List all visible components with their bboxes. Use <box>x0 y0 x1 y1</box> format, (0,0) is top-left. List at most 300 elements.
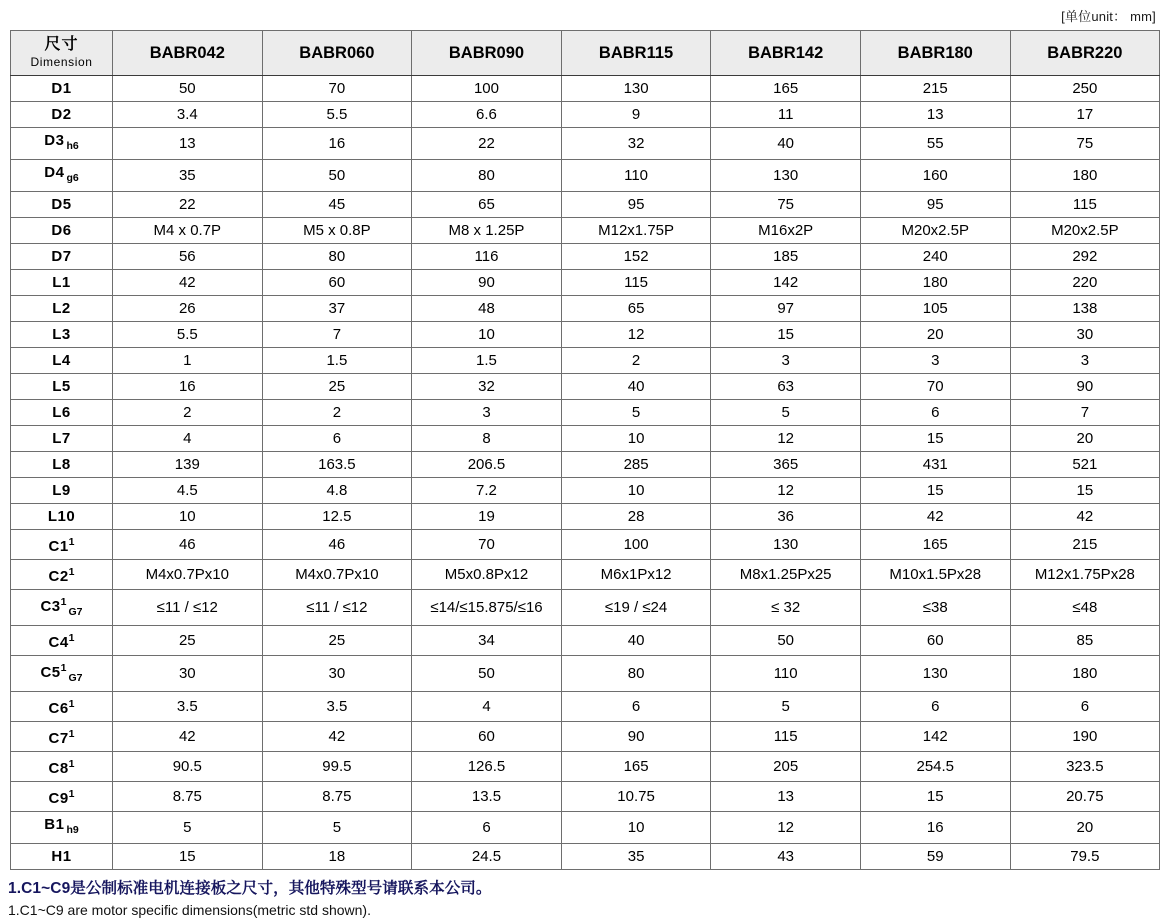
unit-note-bar <box>0 0 1170 30</box>
value-cell: 80 <box>262 244 412 270</box>
value-cell: 6 <box>1010 692 1160 722</box>
table-row <box>11 128 1160 160</box>
model-header-babr142: BABR142 <box>711 31 861 76</box>
dimension-label-cell <box>11 844 113 870</box>
value-cell: 43 <box>711 844 861 870</box>
model-header-babr115: BABR115 <box>561 31 711 76</box>
dimension-label-cell <box>11 244 113 270</box>
table-header <box>11 31 1160 76</box>
value-cell: 130 <box>561 76 711 102</box>
value-cell: 36 <box>711 504 861 530</box>
value-cell: 115 <box>1010 192 1160 218</box>
value-cell: 97 <box>711 296 861 322</box>
dimension-label-cell <box>11 530 113 560</box>
value-cell: 4.5 <box>113 478 263 504</box>
value-cell: 15 <box>860 782 1010 812</box>
dimension-header-cn: 尺寸 <box>44 36 79 54</box>
value-cell: 180 <box>1010 160 1160 192</box>
table-row <box>11 192 1160 218</box>
table-row <box>11 626 1160 656</box>
value-cell: 8 <box>412 426 562 452</box>
value-cell: 20 <box>860 322 1010 348</box>
value-cell: 20.75 <box>1010 782 1160 812</box>
footnotes <box>0 870 1170 920</box>
value-cell: 130 <box>711 530 861 560</box>
value-cell: 365 <box>711 452 861 478</box>
value-cell: M5x0.8Px12 <box>412 560 562 590</box>
value-cell: 254.5 <box>860 752 1010 782</box>
value-cell: 110 <box>561 160 711 192</box>
value-cell: 12 <box>711 478 861 504</box>
dimension-label: L4 <box>52 352 71 369</box>
table-row <box>11 782 1160 812</box>
value-cell: M4x0.7Px10 <box>113 560 263 590</box>
value-cell: 90 <box>412 270 562 296</box>
value-cell: 180 <box>1010 656 1160 692</box>
dimension-label: C3 <box>40 598 61 615</box>
value-cell: 25 <box>262 626 412 656</box>
value-cell: 13 <box>711 782 861 812</box>
dimension-label-cell <box>11 782 113 812</box>
dimension-label: D4 <box>44 164 65 181</box>
table-row <box>11 452 1160 478</box>
value-cell: 18 <box>262 844 412 870</box>
model-header-babr220: BABR220 <box>1010 31 1160 76</box>
value-cell: 60 <box>412 722 562 752</box>
value-cell: 10 <box>561 426 711 452</box>
dimension-superscript: 1 <box>68 566 75 578</box>
value-cell: M12x1.75P <box>561 218 711 244</box>
value-cell: 60 <box>262 270 412 296</box>
dimension-label-cell <box>11 374 113 400</box>
value-cell: ≤11 / ≤12 <box>113 590 263 626</box>
value-cell: 215 <box>1010 530 1160 560</box>
value-cell: 7.2 <box>412 478 562 504</box>
value-cell: 6 <box>860 692 1010 722</box>
table-row <box>11 504 1160 530</box>
dimension-label: L10 <box>47 508 76 525</box>
value-cell: 285 <box>561 452 711 478</box>
table-row <box>11 656 1160 692</box>
value-cell: 6 <box>262 426 412 452</box>
value-cell: 105 <box>860 296 1010 322</box>
value-cell: 4 <box>113 426 263 452</box>
value-cell: 42 <box>113 722 263 752</box>
value-cell: 116 <box>412 244 562 270</box>
value-cell: M5 x 0.8P <box>262 218 412 244</box>
value-cell: 45 <box>262 192 412 218</box>
value-cell: 99.5 <box>262 752 412 782</box>
value-cell: 90 <box>1010 374 1160 400</box>
value-cell: 70 <box>262 76 412 102</box>
model-header-babr042: BABR042 <box>113 31 263 76</box>
value-cell: 50 <box>412 656 562 692</box>
value-cell: 32 <box>561 128 711 160</box>
value-cell: 70 <box>860 374 1010 400</box>
value-cell: M20x2.5P <box>860 218 1010 244</box>
dimension-label-cell <box>11 128 113 160</box>
value-cell: 8.75 <box>262 782 412 812</box>
value-cell: 152 <box>561 244 711 270</box>
value-cell: 28 <box>561 504 711 530</box>
value-cell: 142 <box>711 270 861 296</box>
dimension-label-cell <box>11 160 113 192</box>
value-cell: 17 <box>1010 102 1160 128</box>
dimension-superscript: 1 <box>68 788 75 800</box>
value-cell: 65 <box>561 296 711 322</box>
value-cell: 80 <box>412 160 562 192</box>
value-cell: 35 <box>561 844 711 870</box>
value-cell: 2 <box>561 348 711 374</box>
value-cell: 126.5 <box>412 752 562 782</box>
value-cell: 85 <box>1010 626 1160 656</box>
dimension-label: C5 <box>40 664 61 681</box>
dimension-tolerance: G7 <box>68 672 83 684</box>
table-row <box>11 296 1160 322</box>
value-cell: 1.5 <box>412 348 562 374</box>
value-cell: 5 <box>711 692 861 722</box>
value-cell: 205 <box>711 752 861 782</box>
value-cell: 5 <box>561 400 711 426</box>
value-cell: 2 <box>262 400 412 426</box>
value-cell: 79.5 <box>1010 844 1160 870</box>
value-cell: 7 <box>1010 400 1160 426</box>
dimension-label-cell <box>11 752 113 782</box>
value-cell: 10 <box>412 322 562 348</box>
dimension-label-cell <box>11 560 113 590</box>
value-cell: 180 <box>860 270 1010 296</box>
value-cell: 165 <box>860 530 1010 560</box>
value-cell: 25 <box>262 374 412 400</box>
value-cell: 220 <box>1010 270 1160 296</box>
value-cell: ≤48 <box>1010 590 1160 626</box>
value-cell: 115 <box>561 270 711 296</box>
value-cell: 90 <box>561 722 711 752</box>
value-cell: 56 <box>113 244 263 270</box>
value-cell: 10 <box>113 504 263 530</box>
table-row <box>11 560 1160 590</box>
header-row <box>11 31 1160 76</box>
value-cell: M20x2.5P <box>1010 218 1160 244</box>
table-row <box>11 590 1160 626</box>
value-cell: 12.5 <box>262 504 412 530</box>
dimension-label-cell <box>11 504 113 530</box>
table-row <box>11 244 1160 270</box>
value-cell: 138 <box>1010 296 1160 322</box>
unit-note: [单位unit： mm] <box>1061 8 1156 24</box>
model-header-babr090: BABR090 <box>412 31 562 76</box>
value-cell: 65 <box>412 192 562 218</box>
value-cell: 215 <box>860 76 1010 102</box>
value-cell: ≤ 32 <box>711 590 861 626</box>
dimension-label: D2 <box>51 106 72 123</box>
value-cell: 16 <box>860 812 1010 844</box>
dimension-label-cell <box>11 76 113 102</box>
model-header-babr180: BABR180 <box>860 31 1010 76</box>
value-cell: 25 <box>113 626 263 656</box>
value-cell: 130 <box>711 160 861 192</box>
dimension-header-en: Dimension <box>30 54 93 69</box>
dimension-label-cell <box>11 348 113 374</box>
value-cell: ≤11 / ≤12 <box>262 590 412 626</box>
footnote-cn: 1.C1~C9是公制标准电机连接板之尺寸，其他特殊型号请联系本公司。 <box>8 880 492 897</box>
value-cell: M8x1.25Px25 <box>711 560 861 590</box>
dimension-tolerance: G7 <box>68 606 83 618</box>
dimension-superscript: 1 <box>60 596 67 608</box>
dimension-label-cell <box>11 656 113 692</box>
dimension-superscript: 1 <box>60 662 67 674</box>
spec-table-container <box>0 30 1170 870</box>
dimension-label: L2 <box>52 300 71 317</box>
dimension-label-cell <box>11 478 113 504</box>
dimension-label: C1 <box>48 538 69 555</box>
value-cell: 55 <box>860 128 1010 160</box>
dimension-label: C4 <box>48 634 69 651</box>
value-cell: 50 <box>262 160 412 192</box>
dimension-label: C7 <box>48 730 69 747</box>
value-cell: 2 <box>113 400 263 426</box>
value-cell: 46 <box>113 530 263 560</box>
value-cell: 20 <box>1010 426 1160 452</box>
value-cell: 165 <box>711 76 861 102</box>
value-cell: 6.6 <box>412 102 562 128</box>
value-cell: 42 <box>860 504 1010 530</box>
value-cell: 20 <box>1010 812 1160 844</box>
dimension-label: L5 <box>52 378 71 395</box>
value-cell: M10x1.5Px28 <box>860 560 1010 590</box>
value-cell: ≤14/≤15.875/≤16 <box>412 590 562 626</box>
dimension-tolerance: h6 <box>66 140 79 152</box>
value-cell: 206.5 <box>412 452 562 478</box>
value-cell: 46 <box>262 530 412 560</box>
value-cell: 42 <box>262 722 412 752</box>
value-cell: 5 <box>711 400 861 426</box>
value-cell: 142 <box>860 722 1010 752</box>
value-cell: 130 <box>860 656 1010 692</box>
value-cell: 4 <box>412 692 562 722</box>
table-row <box>11 322 1160 348</box>
value-cell: 42 <box>1010 504 1160 530</box>
value-cell: 165 <box>561 752 711 782</box>
value-cell: 80 <box>561 656 711 692</box>
dimension-label-cell <box>11 692 113 722</box>
dimension-label: D3 <box>44 132 65 149</box>
table-row <box>11 722 1160 752</box>
value-cell: 3.5 <box>262 692 412 722</box>
value-cell: 100 <box>561 530 711 560</box>
dimension-superscript: 1 <box>68 728 75 740</box>
value-cell: 50 <box>113 76 263 102</box>
table-row <box>11 76 1160 102</box>
value-cell: 15 <box>860 426 1010 452</box>
dimension-label: C9 <box>48 790 69 807</box>
footnote-en: 1.C1~C9 are motor specific dimensions(metric std shown). <box>8 901 371 918</box>
table-row <box>11 530 1160 560</box>
value-cell: 10.75 <box>561 782 711 812</box>
dimension-label-cell <box>11 296 113 322</box>
dimension-tolerance: g6 <box>66 172 79 184</box>
table-row <box>11 270 1160 296</box>
dimension-header-cell <box>11 31 113 76</box>
value-cell: 15 <box>711 322 861 348</box>
value-cell: 292 <box>1010 244 1160 270</box>
value-cell: 431 <box>860 452 1010 478</box>
value-cell: 3 <box>1010 348 1160 374</box>
value-cell: 60 <box>860 626 1010 656</box>
table-row <box>11 400 1160 426</box>
table-row <box>11 426 1160 452</box>
model-header-babr060: BABR060 <box>262 31 412 76</box>
value-cell: 70 <box>412 530 562 560</box>
dimension-label: L7 <box>52 430 71 447</box>
value-cell: M16x2P <box>711 218 861 244</box>
value-cell: 19 <box>412 504 562 530</box>
value-cell: 16 <box>262 128 412 160</box>
value-cell: 63 <box>711 374 861 400</box>
table-row <box>11 844 1160 870</box>
value-cell: 5 <box>113 812 263 844</box>
table-row <box>11 478 1160 504</box>
value-cell: 4.8 <box>262 478 412 504</box>
dimension-label-cell <box>11 426 113 452</box>
dimension-spec-table <box>10 30 1160 870</box>
value-cell: 95 <box>860 192 1010 218</box>
dimension-label: L8 <box>52 456 71 473</box>
value-cell: 12 <box>561 322 711 348</box>
table-row <box>11 218 1160 244</box>
value-cell: 3 <box>711 348 861 374</box>
dimension-label-cell <box>11 270 113 296</box>
value-cell: 10 <box>561 478 711 504</box>
value-cell: 40 <box>711 128 861 160</box>
value-cell: 1 <box>113 348 263 374</box>
dimension-label-cell <box>11 722 113 752</box>
dimension-label: D7 <box>51 248 72 265</box>
dimension-label: D6 <box>51 222 72 239</box>
value-cell: 1.5 <box>262 348 412 374</box>
value-cell: 7 <box>262 322 412 348</box>
value-cell: 5.5 <box>113 322 263 348</box>
value-cell: 13 <box>860 102 1010 128</box>
value-cell: 160 <box>860 160 1010 192</box>
dimension-label-cell <box>11 452 113 478</box>
value-cell: 6 <box>412 812 562 844</box>
value-cell: M4 x 0.7P <box>113 218 263 244</box>
value-cell: 10 <box>561 812 711 844</box>
dimension-label: B1 <box>44 816 65 833</box>
table-row <box>11 752 1160 782</box>
value-cell: 90.5 <box>113 752 263 782</box>
value-cell: 3 <box>860 348 1010 374</box>
value-cell: 95 <box>561 192 711 218</box>
dimension-label-cell <box>11 400 113 426</box>
value-cell: 30 <box>113 656 263 692</box>
value-cell: 26 <box>113 296 263 322</box>
dimension-superscript: 1 <box>68 758 75 770</box>
value-cell: 30 <box>1010 322 1160 348</box>
dimension-label-cell <box>11 192 113 218</box>
value-cell: 12 <box>711 812 861 844</box>
dimension-label: L6 <box>52 404 71 421</box>
value-cell: M8 x 1.25P <box>412 218 562 244</box>
dimension-label: D5 <box>51 196 72 213</box>
value-cell: 5.5 <box>262 102 412 128</box>
value-cell: 9 <box>561 102 711 128</box>
value-cell: 48 <box>412 296 562 322</box>
value-cell: 32 <box>412 374 562 400</box>
value-cell: 13 <box>113 128 263 160</box>
value-cell: M4x0.7Px10 <box>262 560 412 590</box>
value-cell: 5 <box>262 812 412 844</box>
table-body <box>11 76 1160 870</box>
value-cell: 15 <box>1010 478 1160 504</box>
table-row <box>11 348 1160 374</box>
value-cell: 8.75 <box>113 782 263 812</box>
value-cell: 139 <box>113 452 263 478</box>
value-cell: 250 <box>1010 76 1160 102</box>
dimension-label: C2 <box>48 568 69 585</box>
value-cell: 6 <box>561 692 711 722</box>
dimension-label: C6 <box>48 700 69 717</box>
dimension-label: D1 <box>51 80 72 97</box>
value-cell: 22 <box>113 192 263 218</box>
dimension-label-cell <box>11 626 113 656</box>
value-cell: 185 <box>711 244 861 270</box>
value-cell: 22 <box>412 128 562 160</box>
value-cell: ≤19 / ≤24 <box>561 590 711 626</box>
value-cell: 15 <box>860 478 1010 504</box>
table-row <box>11 374 1160 400</box>
dimension-superscript: 1 <box>68 536 75 548</box>
table-row <box>11 160 1160 192</box>
table-row <box>11 692 1160 722</box>
value-cell: M6x1Px12 <box>561 560 711 590</box>
value-cell: 42 <box>113 270 263 296</box>
value-cell: 75 <box>711 192 861 218</box>
value-cell: 34 <box>412 626 562 656</box>
table-row <box>11 102 1160 128</box>
value-cell: 75 <box>1010 128 1160 160</box>
value-cell: 30 <box>262 656 412 692</box>
value-cell: 521 <box>1010 452 1160 478</box>
value-cell: 100 <box>412 76 562 102</box>
value-cell: 190 <box>1010 722 1160 752</box>
value-cell: 12 <box>711 426 861 452</box>
value-cell: 40 <box>561 626 711 656</box>
value-cell: 110 <box>711 656 861 692</box>
dimension-label-cell <box>11 102 113 128</box>
value-cell: ≤38 <box>860 590 1010 626</box>
value-cell: 15 <box>113 844 263 870</box>
dimension-label: L9 <box>52 482 71 499</box>
value-cell: 35 <box>113 160 263 192</box>
value-cell: 323.5 <box>1010 752 1160 782</box>
value-cell: 3 <box>412 400 562 426</box>
dimension-superscript: 1 <box>68 698 75 710</box>
value-cell: M12x1.75Px28 <box>1010 560 1160 590</box>
value-cell: 115 <box>711 722 861 752</box>
dimension-label: H1 <box>51 848 72 865</box>
value-cell: 24.5 <box>412 844 562 870</box>
value-cell: 6 <box>860 400 1010 426</box>
value-cell: 163.5 <box>262 452 412 478</box>
value-cell: 16 <box>113 374 263 400</box>
dimension-label: C8 <box>48 760 69 777</box>
value-cell: 40 <box>561 374 711 400</box>
value-cell: 59 <box>860 844 1010 870</box>
value-cell: 3.5 <box>113 692 263 722</box>
dimension-label: L3 <box>52 326 71 343</box>
